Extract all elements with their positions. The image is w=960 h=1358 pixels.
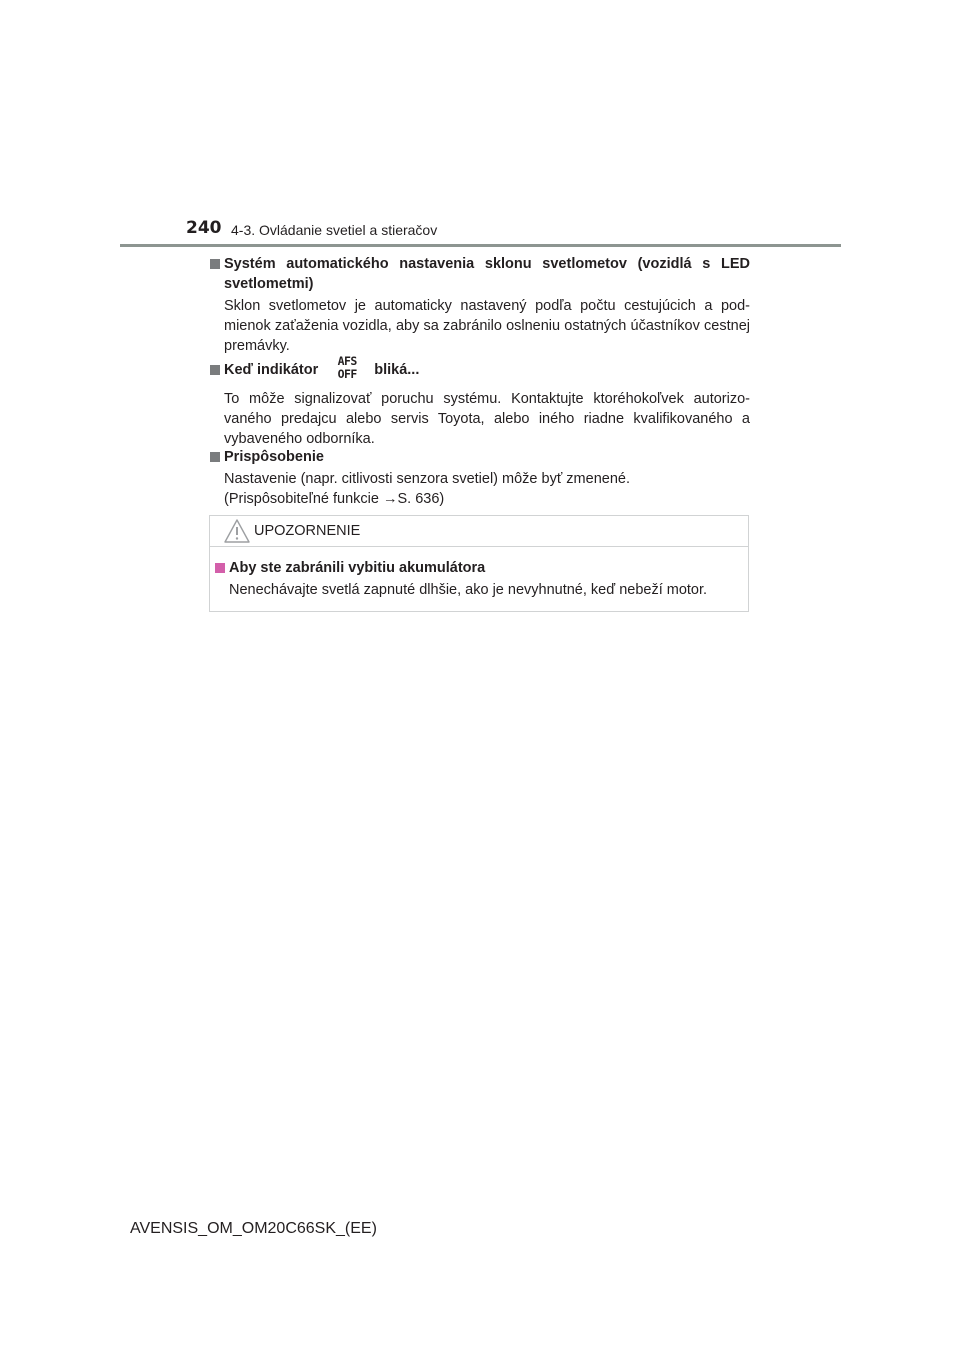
section-body: To môže signalizovať poruchu systému. Kontaktujte ktoréhokoľvek autorizo-vaného predajcu alebo servis Toyota, alebo iného riadne kvalifikovaného a vybaveného odborníka. — [224, 391, 750, 448]
warning-label: UPOZORNENIE — [254, 523, 361, 539]
warning-item-body: Nenechávajte svetlá zapnuté dlhšie, ako je nevyhnutné, keď nebeží motor. — [229, 582, 708, 598]
chapter-title: 4-3. Ovládanie svetiel a stieračov — [231, 222, 438, 238]
section-body: Sklon svetlometov je automaticky nastavený podľa počtu cestujúcich a pod-mienok zaťaženia vozidla, aby sa zabránilo oslneniu ostatných účastníkov cestnej premávky. — [224, 298, 750, 354]
section-leveling — [210, 254, 750, 356]
page-number: 240 — [186, 218, 222, 238]
section-customization — [210, 447, 750, 509]
warning-triangle-icon — [224, 519, 250, 543]
section-title — [210, 447, 750, 467]
square-bullet-icon — [210, 259, 220, 269]
afs-off-indicator-icon — [334, 355, 360, 385]
warning-item — [215, 558, 735, 600]
section-title — [210, 254, 750, 294]
section-title-text: Keď indikátor — [224, 362, 319, 378]
warning-item-title — [215, 558, 735, 578]
section-body — [210, 469, 750, 509]
header-rule — [120, 244, 841, 247]
square-bullet-icon — [215, 563, 225, 573]
section-body-line: (Prispôsobiteľné funkcie →S. 636) — [224, 491, 445, 507]
section-title-text: Systém automatického nastavenia sklonu svetlometov (vozidlá s LED svetlometmi) — [224, 256, 750, 292]
document-code: AVENSIS_OM_OM20C66SK_(EE) — [130, 1220, 377, 1237]
afs-icon-bottom: OFF — [337, 367, 357, 382]
square-bullet-icon — [210, 365, 220, 375]
warning-box — [209, 515, 749, 612]
section-title-text-after: bliká... — [374, 362, 420, 378]
warning-header — [210, 516, 748, 547]
section-indicator — [210, 355, 750, 449]
square-bullet-icon — [210, 452, 220, 462]
section-title-text: Prispôsobenie — [224, 449, 324, 465]
afs-icon-top: AFS — [337, 354, 357, 369]
section-title — [210, 355, 750, 385]
section-body-line: Nastavenie (napr. citlivosti senzora svetiel) môže byť zmenené. — [224, 471, 630, 487]
warning-item-title-text: Aby ste zabránili vybitiu akumulátora — [229, 560, 486, 576]
